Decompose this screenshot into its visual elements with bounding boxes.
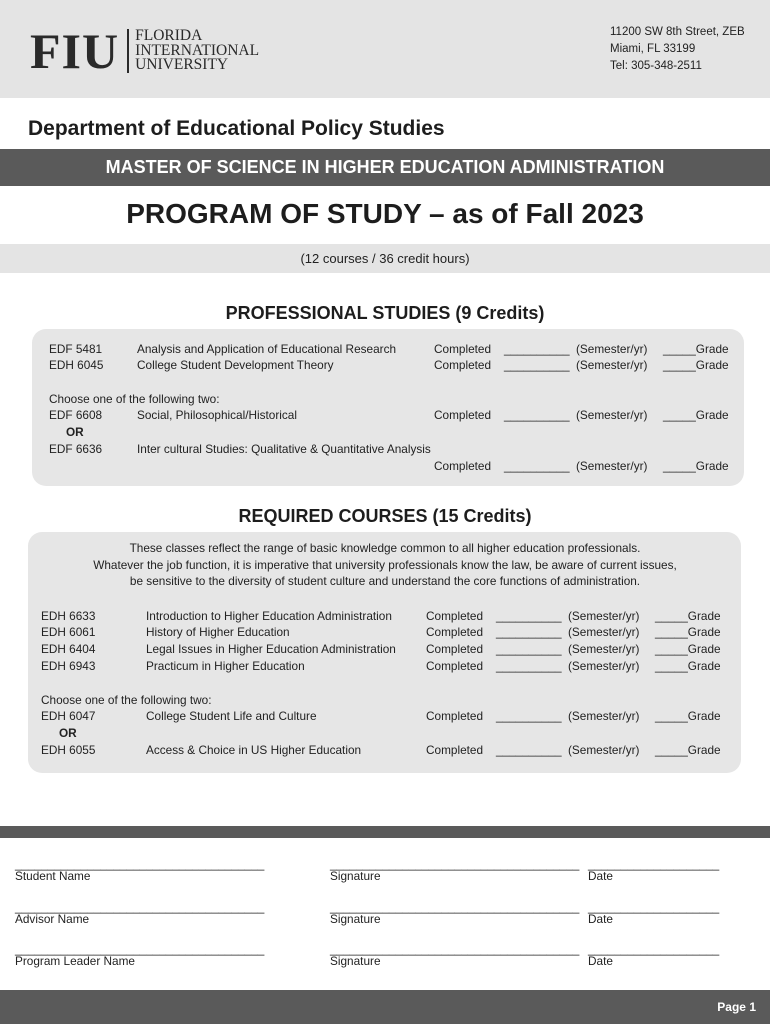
- professional-studies-title: PROFESSIONAL STUDIES (9 Credits): [225, 303, 545, 323]
- semester-label: (Semester/yr): [568, 625, 640, 639]
- completion-blank[interactable]: __________: [496, 642, 562, 656]
- date-label: Date: [588, 869, 613, 883]
- grade-field[interactable]: _____Grade: [655, 743, 721, 757]
- program-band: MASTER OF SCIENCE IN HIGHER EDUCATION ADMINISTRATION: [0, 149, 770, 186]
- course-code: EDH 6061: [41, 625, 96, 639]
- completion-blank[interactable]: __________: [504, 459, 570, 473]
- name-line[interactable]: ______________________________________: [15, 942, 265, 956]
- logo-line: FLORIDA: [135, 27, 203, 45]
- course-code: EDF 5481: [49, 342, 103, 356]
- signature-label: Signature: [330, 954, 381, 968]
- address-block: [610, 24, 745, 75]
- or-separator: OR: [66, 425, 84, 439]
- semester-label: (Semester/yr): [576, 459, 648, 473]
- completed-label: Completed: [426, 609, 484, 623]
- course-name: Practicum in Higher Education: [146, 659, 305, 673]
- grade-field[interactable]: _____Grade: [663, 408, 729, 422]
- grade-field[interactable]: _____Grade: [655, 642, 721, 656]
- completed-label: Completed: [434, 408, 492, 422]
- signature-line[interactable]: ______________________________________: [330, 942, 580, 956]
- completion-blank[interactable]: __________: [504, 342, 570, 356]
- completion-blank[interactable]: __________: [496, 625, 562, 639]
- description-line: These classes reflect the range of basic knowledge common to all higher education professionals.: [129, 541, 641, 555]
- footer-stripe: [0, 826, 770, 838]
- course-code: EDH 6055: [41, 743, 96, 757]
- grade-field[interactable]: _____Grade: [663, 459, 729, 473]
- page-title: PROGRAM OF STUDY – as of Fall 2023: [126, 198, 644, 229]
- grade-field[interactable]: _____Grade: [663, 358, 729, 372]
- logo-divider: [127, 29, 129, 73]
- completed-label: Completed: [426, 625, 484, 639]
- course-name: Social, Philosophical/Historical: [137, 408, 297, 422]
- address-line: Miami, FL 33199: [610, 43, 696, 55]
- choose-instruction: Choose one of the following two:: [41, 693, 212, 707]
- date-line[interactable]: ____________________: [588, 900, 720, 914]
- semester-label: (Semester/yr): [568, 609, 640, 623]
- course-name: Access & Choice in US Higher Education: [146, 743, 362, 757]
- footer-band: [0, 990, 770, 1024]
- page-number: Page 1: [717, 1000, 756, 1014]
- address-line: 11200 SW 8th Street, ZEB: [610, 26, 745, 38]
- course-name: Legal Issues in Higher Education Administration: [146, 642, 396, 656]
- date-line[interactable]: ____________________: [588, 942, 720, 956]
- date-label: Date: [588, 954, 613, 968]
- completion-blank[interactable]: __________: [504, 358, 570, 372]
- student-name-label: Student Name: [15, 869, 91, 883]
- course-name: College Student Life and Culture: [146, 709, 317, 723]
- header-band: [0, 0, 770, 98]
- grade-field[interactable]: _____Grade: [655, 709, 721, 723]
- course-name: College Student Development Theory: [137, 358, 334, 372]
- program-leader-name-label: Program Leader Name: [15, 954, 135, 968]
- credit-summary: (12 courses / 36 credit hours): [0, 244, 770, 273]
- signature-label: Signature: [330, 912, 381, 926]
- course-code: EDH 6404: [41, 642, 96, 656]
- signature-label: Signature: [330, 869, 381, 883]
- course-name: Inter cultural Studies: Qualitative & Quantitative Analysis: [137, 442, 431, 456]
- grade-field[interactable]: _____Grade: [655, 609, 721, 623]
- completed-label: Completed: [426, 659, 484, 673]
- completion-blank[interactable]: __________: [496, 609, 562, 623]
- logo-line: INTERNATIONAL: [135, 41, 260, 59]
- grade-field[interactable]: _____Grade: [655, 659, 721, 673]
- semester-label: (Semester/yr): [568, 659, 640, 673]
- signature-line[interactable]: ______________________________________: [330, 900, 580, 914]
- phone-line: Tel: 305-348-2511: [610, 60, 702, 72]
- course-code: EDH 6047: [41, 709, 96, 723]
- grade-field[interactable]: _____Grade: [663, 342, 729, 356]
- semester-label: (Semester/yr): [576, 342, 648, 356]
- grade-field[interactable]: _____Grade: [655, 625, 721, 639]
- required-courses-title: REQUIRED COURSES (15 Credits): [238, 506, 532, 526]
- completion-blank[interactable]: __________: [496, 709, 562, 723]
- completed-label: Completed: [434, 358, 492, 372]
- course-code: EDH 6633: [41, 609, 96, 623]
- course-code: EDH 6943: [41, 659, 96, 673]
- description-line: be sensitive to the diversity of student culture and understand the core functions of administration.: [129, 574, 641, 588]
- completion-blank[interactable]: __________: [496, 659, 562, 673]
- course-code: EDF 6636: [49, 442, 103, 456]
- description-line: Whatever the job function, it is imperative that university professionals know the law, be aware of current issues,: [93, 558, 677, 572]
- completed-label: Completed: [426, 743, 484, 757]
- date-label: Date: [588, 912, 613, 926]
- completed-label: Completed: [434, 459, 492, 473]
- date-line[interactable]: ____________________: [588, 857, 720, 871]
- semester-label: (Semester/yr): [576, 408, 648, 422]
- logo-line: UNIVERSITY: [135, 56, 229, 74]
- completion-blank[interactable]: __________: [496, 743, 562, 757]
- fiu-logo: [30, 23, 260, 79]
- logo-mark: FIU: [30, 23, 120, 79]
- semester-label: (Semester/yr): [576, 358, 648, 372]
- completion-blank[interactable]: __________: [504, 408, 570, 422]
- semester-label: (Semester/yr): [568, 709, 640, 723]
- choose-instruction: Choose one of the following two:: [49, 392, 220, 406]
- name-line[interactable]: ______________________________________: [15, 857, 265, 871]
- course-code: EDF 6608: [49, 408, 103, 422]
- course-code: EDH 6045: [49, 358, 104, 372]
- semester-label: (Semester/yr): [568, 642, 640, 656]
- name-line[interactable]: ______________________________________: [15, 900, 265, 914]
- course-name: History of Higher Education: [146, 625, 290, 639]
- or-separator: OR: [59, 726, 77, 740]
- logo-wordmark: [135, 29, 259, 73]
- signature-line[interactable]: ______________________________________: [330, 857, 580, 871]
- completed-label: Completed: [434, 342, 492, 356]
- course-name: Analysis and Application of Educational Research: [137, 342, 397, 356]
- completed-label: Completed: [426, 709, 484, 723]
- course-name: Introduction to Higher Education Administration: [146, 609, 392, 623]
- completed-label: Completed: [426, 642, 484, 656]
- advisor-name-label: Advisor Name: [15, 912, 90, 926]
- semester-label: (Semester/yr): [568, 743, 640, 757]
- department-title: Department of Educational Policy Studies: [28, 117, 445, 140]
